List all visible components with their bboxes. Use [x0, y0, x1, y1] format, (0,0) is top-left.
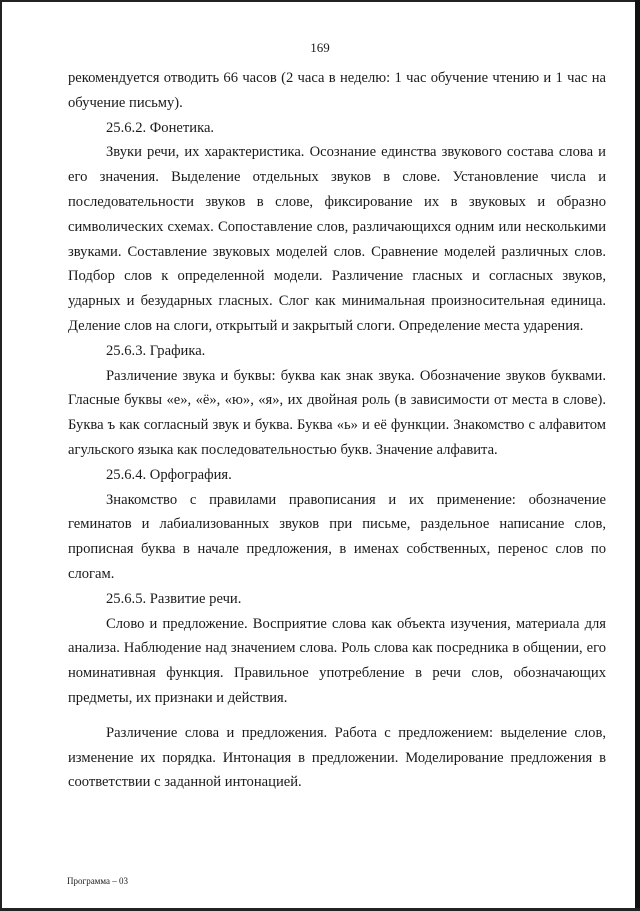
- paragraph-continuation: рекомендуется отводить 66 часов (2 часа в неделю: 1 час обучение чтению и 1 час на обучение письму).: [68, 70, 606, 111]
- paragraph-word-and-sentence: Слово и предложение. Восприятие слова как объекта изучения, материала для анализа. Наблюдение над значением слова. Роль слова как посредника в общении, его номинативная функция. Правильное употребление в речи слов, обозначающих предметы, их признаки и действия.: [68, 615, 606, 706]
- scan-edge-right: [635, 0, 640, 911]
- paragraph-sentence-work: Различение слова и предложения. Работа с предложением: выделение слов, изменение их порядка. Интонация в предложении. Моделирование предложения в соответствии с заданной интонацией.: [68, 724, 606, 791]
- paragraph-graphics: Различение звука и буквы: буква как знак звука. Обозначение звуков буквами. Гласные буквы «е», «ё», «ю», «я», их двойная роль (в зависимости от места в слове). Буква ъ как согласный звук и буква. Буква «ь» и её функции. Знакомство с алфавитом агульского языка как последовательностью букв. Значение алфавита.: [68, 367, 606, 458]
- footer-program-label: Программа – 03: [67, 876, 129, 886]
- paragraph-orthography: Знакомство с правилами правописания и их применение: обозначение геминатов и лабиализованных звуков при письме, раздельное написание слов, прописная буква в начале предложения, в именах собственных, перенос слов по слогам.: [68, 491, 606, 582]
- body-text: [68, 66, 606, 795]
- section-heading-orthography: 25.6.4. Орфография.: [106, 466, 232, 483]
- page-number: 169: [310, 40, 330, 55]
- scan-edge-top: [0, 0, 640, 2]
- section-heading-graphics: 25.6.3. Графика.: [106, 342, 206, 359]
- section-heading-speech-development: 25.6.5. Развитие речи.: [106, 590, 242, 607]
- scan-edge-left: [0, 0, 2, 911]
- section-heading-phonetics: 25.6.2. Фонетика.: [106, 119, 215, 136]
- paragraph-phonetics: Звуки речи, их характеристика. Осознание единства звукового состава слова и его значения. Выделение отдельных звуков в слове. Установление числа и последовательности звуков в слове, фиксирование их в звуковых и образно символических схемах. Сопоставление слов, различающихся одним или несколькими звуками. Составление звуковых моделей слов. Сравнение моделей различных слов. Подбор слов к определенной модели. Различение гласных и согласных звуков, ударных и безударных гласных. Слог как минимальная произносительная единица. Деление слов на слоги, открытый и закрытый слоги. Определение места ударения.: [68, 144, 606, 334]
